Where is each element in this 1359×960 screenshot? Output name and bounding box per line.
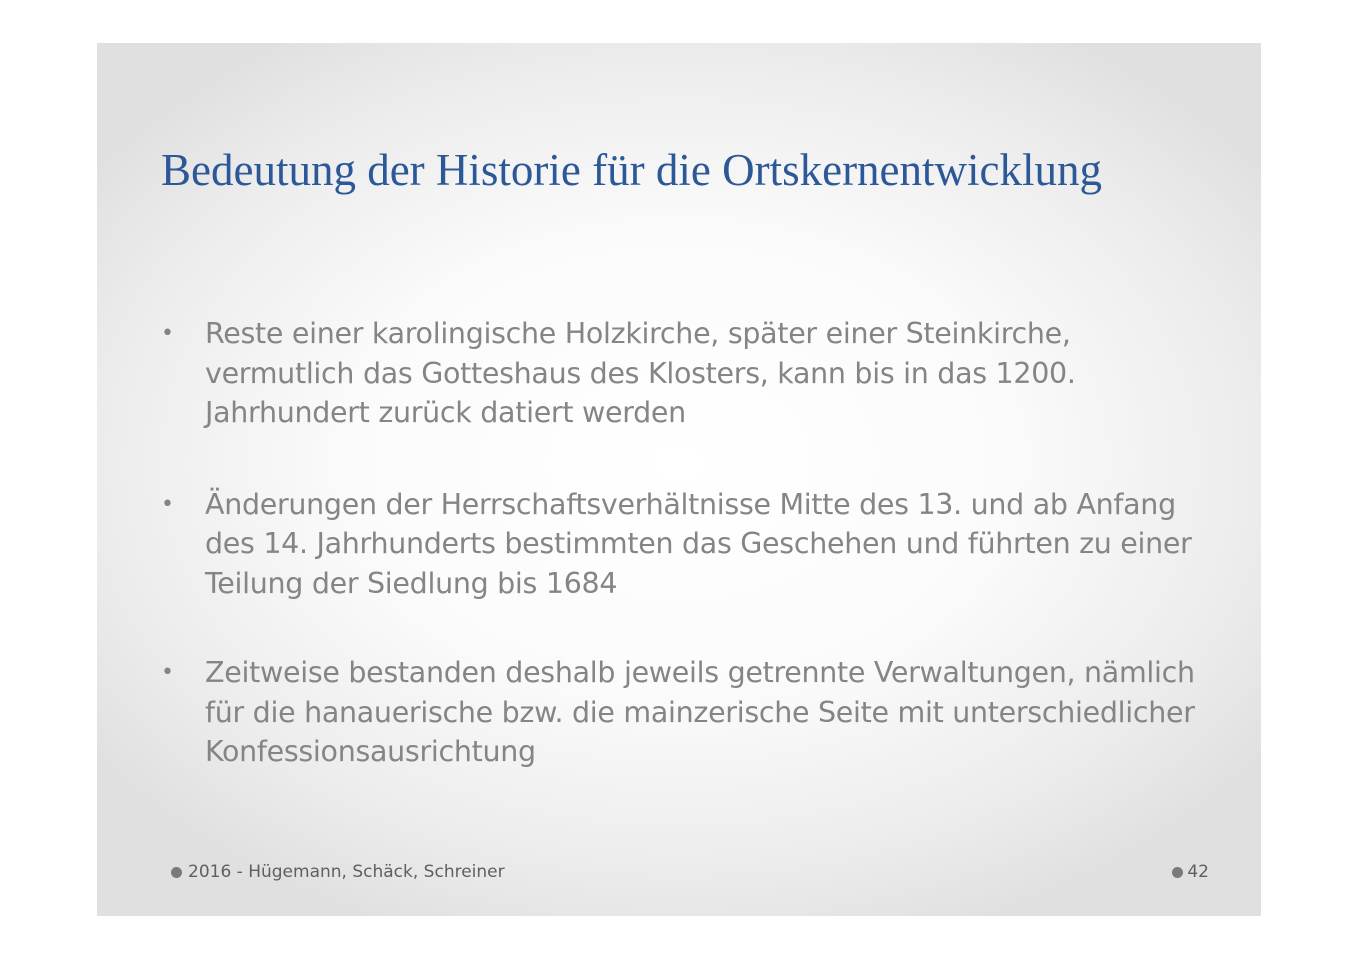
bullet-point-icon: • bbox=[161, 491, 174, 517]
slide bbox=[97, 43, 1261, 916]
footer-credit-text: 2016 - Hügemann, Schäck, Schreiner bbox=[188, 862, 505, 882]
footer-credit bbox=[171, 862, 505, 882]
bullet-text: Änderungen der Herrschaftsverhältnisse Mitte des 13. und ab Anfang des 14. Jahrhunderts bestimmten das Geschehen und führten zu einer Teilung der Siedlung bis 1684 bbox=[205, 487, 1192, 600]
page-number: 42 bbox=[1187, 862, 1209, 882]
bullet-item bbox=[161, 653, 1221, 772]
footer-dot-icon bbox=[171, 867, 182, 878]
bullet-list bbox=[161, 314, 1221, 824]
bullet-point-icon: • bbox=[161, 660, 174, 685]
bullet-point-icon: • bbox=[161, 321, 174, 346]
footer-dot-icon bbox=[1172, 867, 1183, 878]
bullet-item bbox=[161, 485, 1221, 604]
slide-title: Bedeutung der Historie für die Ortskernentwicklung bbox=[161, 145, 1103, 195]
bullet-text: Reste einer karolingische Holzkirche, später einer Steinkirche, vermutlich das Gotteshaus des Klosters, kann bis in das 1200. Jahrhundert zurück datiert werden bbox=[205, 317, 1076, 429]
footer-page bbox=[1172, 862, 1209, 882]
bullet-item bbox=[161, 314, 1221, 433]
bullet-text: Zeitweise bestanden deshalb jeweils getrennte Verwaltungen, nämlich für die hanauerische bzw. die mainzerische Seite mit unterschiedlicher Konfessionsausrichtung bbox=[205, 656, 1195, 768]
